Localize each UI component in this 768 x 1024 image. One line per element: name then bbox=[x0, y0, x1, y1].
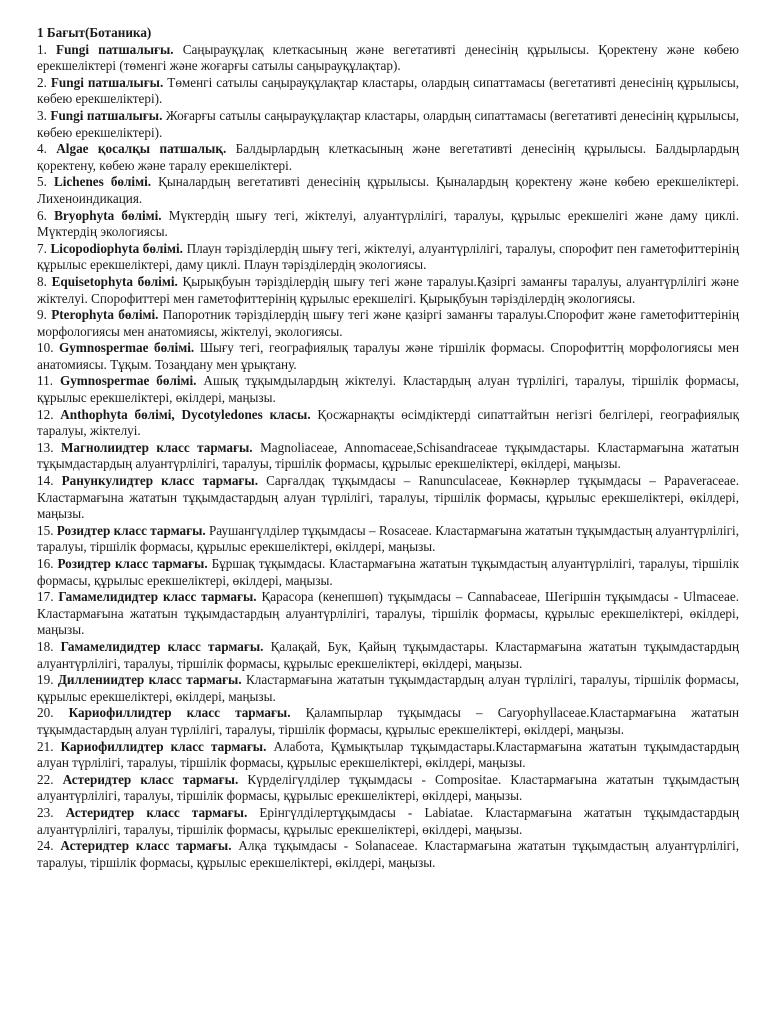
topic-title: Fungi патшалығы. bbox=[50, 107, 163, 123]
topic-description: Сарғалдақ тұқымдасы – Ranunculaceae, Көкнәрлер тұқымдасы – Papaveraceae. Кластармағына жататын тұқымдастардың алуан түрлілігі, таралуы, тіршілік формасы, құрылыс ерекшеліктері, өкілдері, маңызы. bbox=[37, 473, 740, 522]
topic-number: 13. bbox=[37, 439, 54, 455]
topic-item bbox=[37, 208, 739, 241]
topic-description: Қарасора (кенепшөп) тұқымдасы – Cannabaceae, Шегіршін тұқымдасы - Ulmaceae. Кластармағына жататын тұқымдастардың алуантүрлілігі, таралуы, тіршілік формасы, құрылыс ерекшеліктері, өкілдері, маңызы. bbox=[37, 589, 740, 638]
topic-description: Ашық тұқымдылардың жіктелуі. Кластардың алуан түрлілігі, таралуы, тіршілік формасы, құрылыс ерекшеліктері, өкілдері, маңызы. bbox=[37, 373, 739, 406]
topic-description: Күрделігүлділер тұқымдасы - Compositae. Кластармағына жататын тұқымдастың алуантүрлілігі, таралуы, тіршілік формасы, құрылыс ерекшеліктері, өкілдері, маңызы. bbox=[37, 771, 740, 804]
topic-description: Алабота, Құмықтылар тұқымдастары.Кластармағына жататын тұқымдастардың алуан түрлілігі, таралуы, тіршілік формасы, құрылыс ерекшеліктері, өкілдері, маңызы. bbox=[37, 738, 739, 771]
topic-number: 16. bbox=[37, 556, 54, 571]
topic-item bbox=[37, 108, 739, 141]
topic-number: 19. bbox=[37, 672, 54, 688]
topic-item bbox=[37, 523, 739, 556]
topic-description: Раушангүлділер тұқымдасы – Rosaceae. Кластармағына жататын тұқымдастың алуантүрлілігі, таралуы, тіршілік формасы, құрылыс ерекшеліктері, өкілдері, маңызы. bbox=[37, 522, 739, 555]
topic-title: Гамамелидидтер класс тармағы. bbox=[60, 638, 264, 654]
topic-item bbox=[37, 672, 739, 705]
topic-number: 18. bbox=[37, 638, 54, 654]
topic-title: Розидтер класс тармағы. bbox=[57, 556, 208, 571]
topic-item bbox=[37, 772, 739, 805]
topic-description: Қырықбуын тәрізділердің шығу тегі және таралуы.Қазіргі заманғы таралуы, алуантүрлілігі және жіктелуі. Спорофиттері мен гаметофиттерінің құрылыс ерекшелігі. Қырықбуын тәрізділердің экологиясы. bbox=[37, 273, 740, 306]
topic-number: 7. bbox=[37, 240, 47, 256]
topic-title: Розидтер класс тармағы. bbox=[56, 522, 206, 538]
topic-item bbox=[37, 373, 739, 406]
topic-description: Папоротник тәрізділердің шығу тегі және қазіргі заманғы таралуы.Спорофит және гаметофиттерінің морфологиясы мен анатомиясы, жіктелуі, экологиясы. bbox=[37, 307, 740, 339]
topic-description: Балдырлардың клеткасының және вегетативті денесінің құрылысы. Балдырлардың қоректену, көбею және таралу ерекшеліктері. bbox=[37, 141, 740, 173]
topic-title: Lichenes бөлімі. bbox=[53, 174, 152, 190]
topic-number: 21. bbox=[37, 738, 54, 754]
topic-description: Шығу тегі, географиялық таралуы және тіршілік формасы. Спорофиттің морфологиясы мен анатомиясы. Тұқым. Тозаңдану мен ұрықтану. bbox=[37, 340, 739, 372]
topic-description: Төменгі сатылы саңырауқұлақтар кластары, олардың сипаттамасы (вегетативті денесінің құрылысы, көбею ерекшеліктері). bbox=[37, 74, 740, 107]
topic-item bbox=[37, 639, 739, 672]
topic-title: Licopodiophyta бөлімі. bbox=[50, 240, 183, 256]
topic-number: 8. bbox=[37, 273, 47, 289]
topic-description: Magnoliaceae, Annomaceae,Schisandraceae тұқымдастары. Кластармағына жататын тұқымдастардың алуантүрлілігі, таралуы, тіршілік формасы, құрылыс ерекшеліктері, өкілдері, маңызы. bbox=[37, 439, 740, 472]
topic-description: Қалампырлар тұқымдасы – Caryophyllaceae.Кластармағына жататын тұқымдастардың алуан түрлілігі, таралуы, тіршілік формасы, құрылыс ерекшеліктері, өкілдері, маңызы. bbox=[37, 705, 739, 737]
topic-item bbox=[37, 42, 739, 75]
topic-number: 10. bbox=[37, 340, 54, 356]
topic-number: 6. bbox=[37, 207, 47, 223]
topic-number: 1. bbox=[37, 41, 47, 57]
topic-description: Мүктердің шығу тегі, жіктелуі, алуантүрлілігі, таралуы, құрылыс ерекшелігі және даму циклі. Мүктердің экологиясы. bbox=[37, 207, 739, 240]
topic-list bbox=[37, 42, 739, 872]
topic-description: Жоғарғы сатылы саңырауқұлақтар кластары, олардың сипаттамасы (вегетативті денесінің құрылысы, көбею ерекшеліктері). bbox=[37, 107, 740, 140]
topic-title: Кариофиллидтер класс тармағы. bbox=[60, 738, 267, 754]
topic-number: 24. bbox=[37, 838, 54, 854]
topic-number: 5. bbox=[37, 174, 47, 190]
topic-description: Қосжарнақты өсімдіктерді сипаттайтын негізгі белгілері, географиялық таралуы, жіктелуі. bbox=[37, 406, 740, 439]
topic-title: Equisetophyta бөлімі. bbox=[51, 273, 178, 289]
topic-description: Кластармағына жататын тұқымдастардың алуан түрлілігі, таралуы, тіршілік формасы, құрылыс ерекшеліктері, өкілдері, маңызы. bbox=[37, 672, 740, 704]
topic-item bbox=[37, 141, 739, 174]
topic-number: 22. bbox=[37, 771, 54, 787]
topic-title: Кариофиллидтер класс тармағы. bbox=[68, 705, 291, 721]
topic-title: Anthophyta бөлімі, Dycotyledones класы. bbox=[60, 406, 311, 422]
topic-description: Қыналардың вегетативті денесінің құрылысы. Қыналардың қоректену және көбею ерекшеліктері. Лихеноиндикация. bbox=[37, 174, 740, 206]
topic-title: Algae қосалқы патшалық. bbox=[56, 141, 227, 157]
topic-number: 20. bbox=[37, 705, 54, 721]
topic-title: Bryophyta бөлімі. bbox=[54, 207, 162, 223]
topic-description: Плаун тәрізділердің шығу тегі, жіктелуі, алуантүрлілігі, таралуы, спорофит пен гаметофиттерінің құрылыс ерекшеліктері, даму циклі. Плаун тәрізділердің экологиясы. bbox=[37, 240, 740, 273]
topic-title: Fungi патшалығы. bbox=[50, 74, 164, 90]
topic-number: 17. bbox=[37, 589, 54, 605]
topic-title: Астеридтер класс тармағы. bbox=[60, 838, 232, 854]
topic-item bbox=[37, 589, 739, 639]
topic-description: Қалақай, Бук, Қайың тұқымдастары. Кластармағына жататын тұқымдастардың алуантүрлілігі, таралуы, тіршілік формасы, құрылыс ерекшеліктері, өкілдері, маңызы. bbox=[37, 638, 740, 671]
topic-title: Гамамелидидтер класс тармағы. bbox=[58, 589, 257, 605]
topic-description: Ерінгүлділертұқымдасы - Labiatae. Кластармағына жататын тұқымдастардың алуантүрлілігі, таралуы, тіршілік формасы, құрылыс ерекшеліктері, өкілдері, маңызы. bbox=[37, 804, 739, 837]
topic-item bbox=[37, 739, 739, 772]
topic-number: 11. bbox=[37, 373, 53, 389]
topic-description: Саңырауқұлақ клеткасының және вегетативті денесінің құрылысы. Қоректену және көбею ерекшеліктері (төменгі және жоғарғы сатылы саңырауқұлақтар). bbox=[37, 41, 740, 74]
topic-title: Астеридтер класс тармағы. bbox=[65, 804, 248, 820]
topic-number: 4. bbox=[37, 141, 47, 157]
topic-item bbox=[37, 838, 739, 871]
topic-title: Gymnospermae бөлімі. bbox=[59, 373, 197, 389]
topic-item bbox=[37, 705, 739, 738]
topic-item bbox=[37, 340, 739, 373]
topic-item bbox=[37, 473, 739, 523]
topic-item bbox=[37, 440, 739, 473]
topic-number: 15. bbox=[37, 522, 54, 538]
topic-number: 12. bbox=[37, 406, 54, 422]
topic-item bbox=[37, 307, 739, 340]
topic-item bbox=[37, 174, 739, 207]
topic-description: Бұршақ тұқымдасы. Кластармағына жататын тұқымдастың алуантүрлілігі, таралуы, тіршілік формасы, құрылыс ерекшеліктері, өкілдері, маңызы. bbox=[37, 556, 740, 588]
topic-item bbox=[37, 407, 739, 440]
topic-number: 2. bbox=[37, 74, 47, 90]
topic-title: Gymnospermae бөлімі. bbox=[59, 340, 195, 356]
topic-item bbox=[37, 556, 739, 589]
topic-item bbox=[37, 274, 739, 307]
topic-title: Магнолиидтер класс тармағы. bbox=[60, 439, 253, 455]
topic-number: 9. bbox=[37, 307, 47, 323]
topic-item bbox=[37, 241, 739, 274]
topic-number: 14. bbox=[37, 473, 54, 489]
topic-item bbox=[37, 805, 739, 838]
topic-item bbox=[37, 75, 739, 108]
document-heading: 1 Бағыт(Ботаника) bbox=[37, 25, 152, 40]
topic-title: Астеридтер класс тармағы. bbox=[62, 771, 239, 787]
topic-title: Ранункулидтер класс тармағы. bbox=[61, 473, 258, 489]
topic-title: Pterophyta бөлімі. bbox=[51, 307, 159, 323]
topic-number: 23. bbox=[37, 804, 54, 820]
topic-title: Fungi патшалығы. bbox=[56, 41, 174, 57]
topic-number: 3. bbox=[37, 107, 47, 123]
topic-description: Алқа тұқымдасы - Solanaceae. Кластармағына жататын тұқымдастың алуантүрлілігі, таралуы, тіршілік формасы, құрылыс ерекшеліктері, өкілдері, маңызы. bbox=[37, 838, 740, 870]
topic-title: Диллениидтер класс тармағы. bbox=[57, 672, 242, 688]
